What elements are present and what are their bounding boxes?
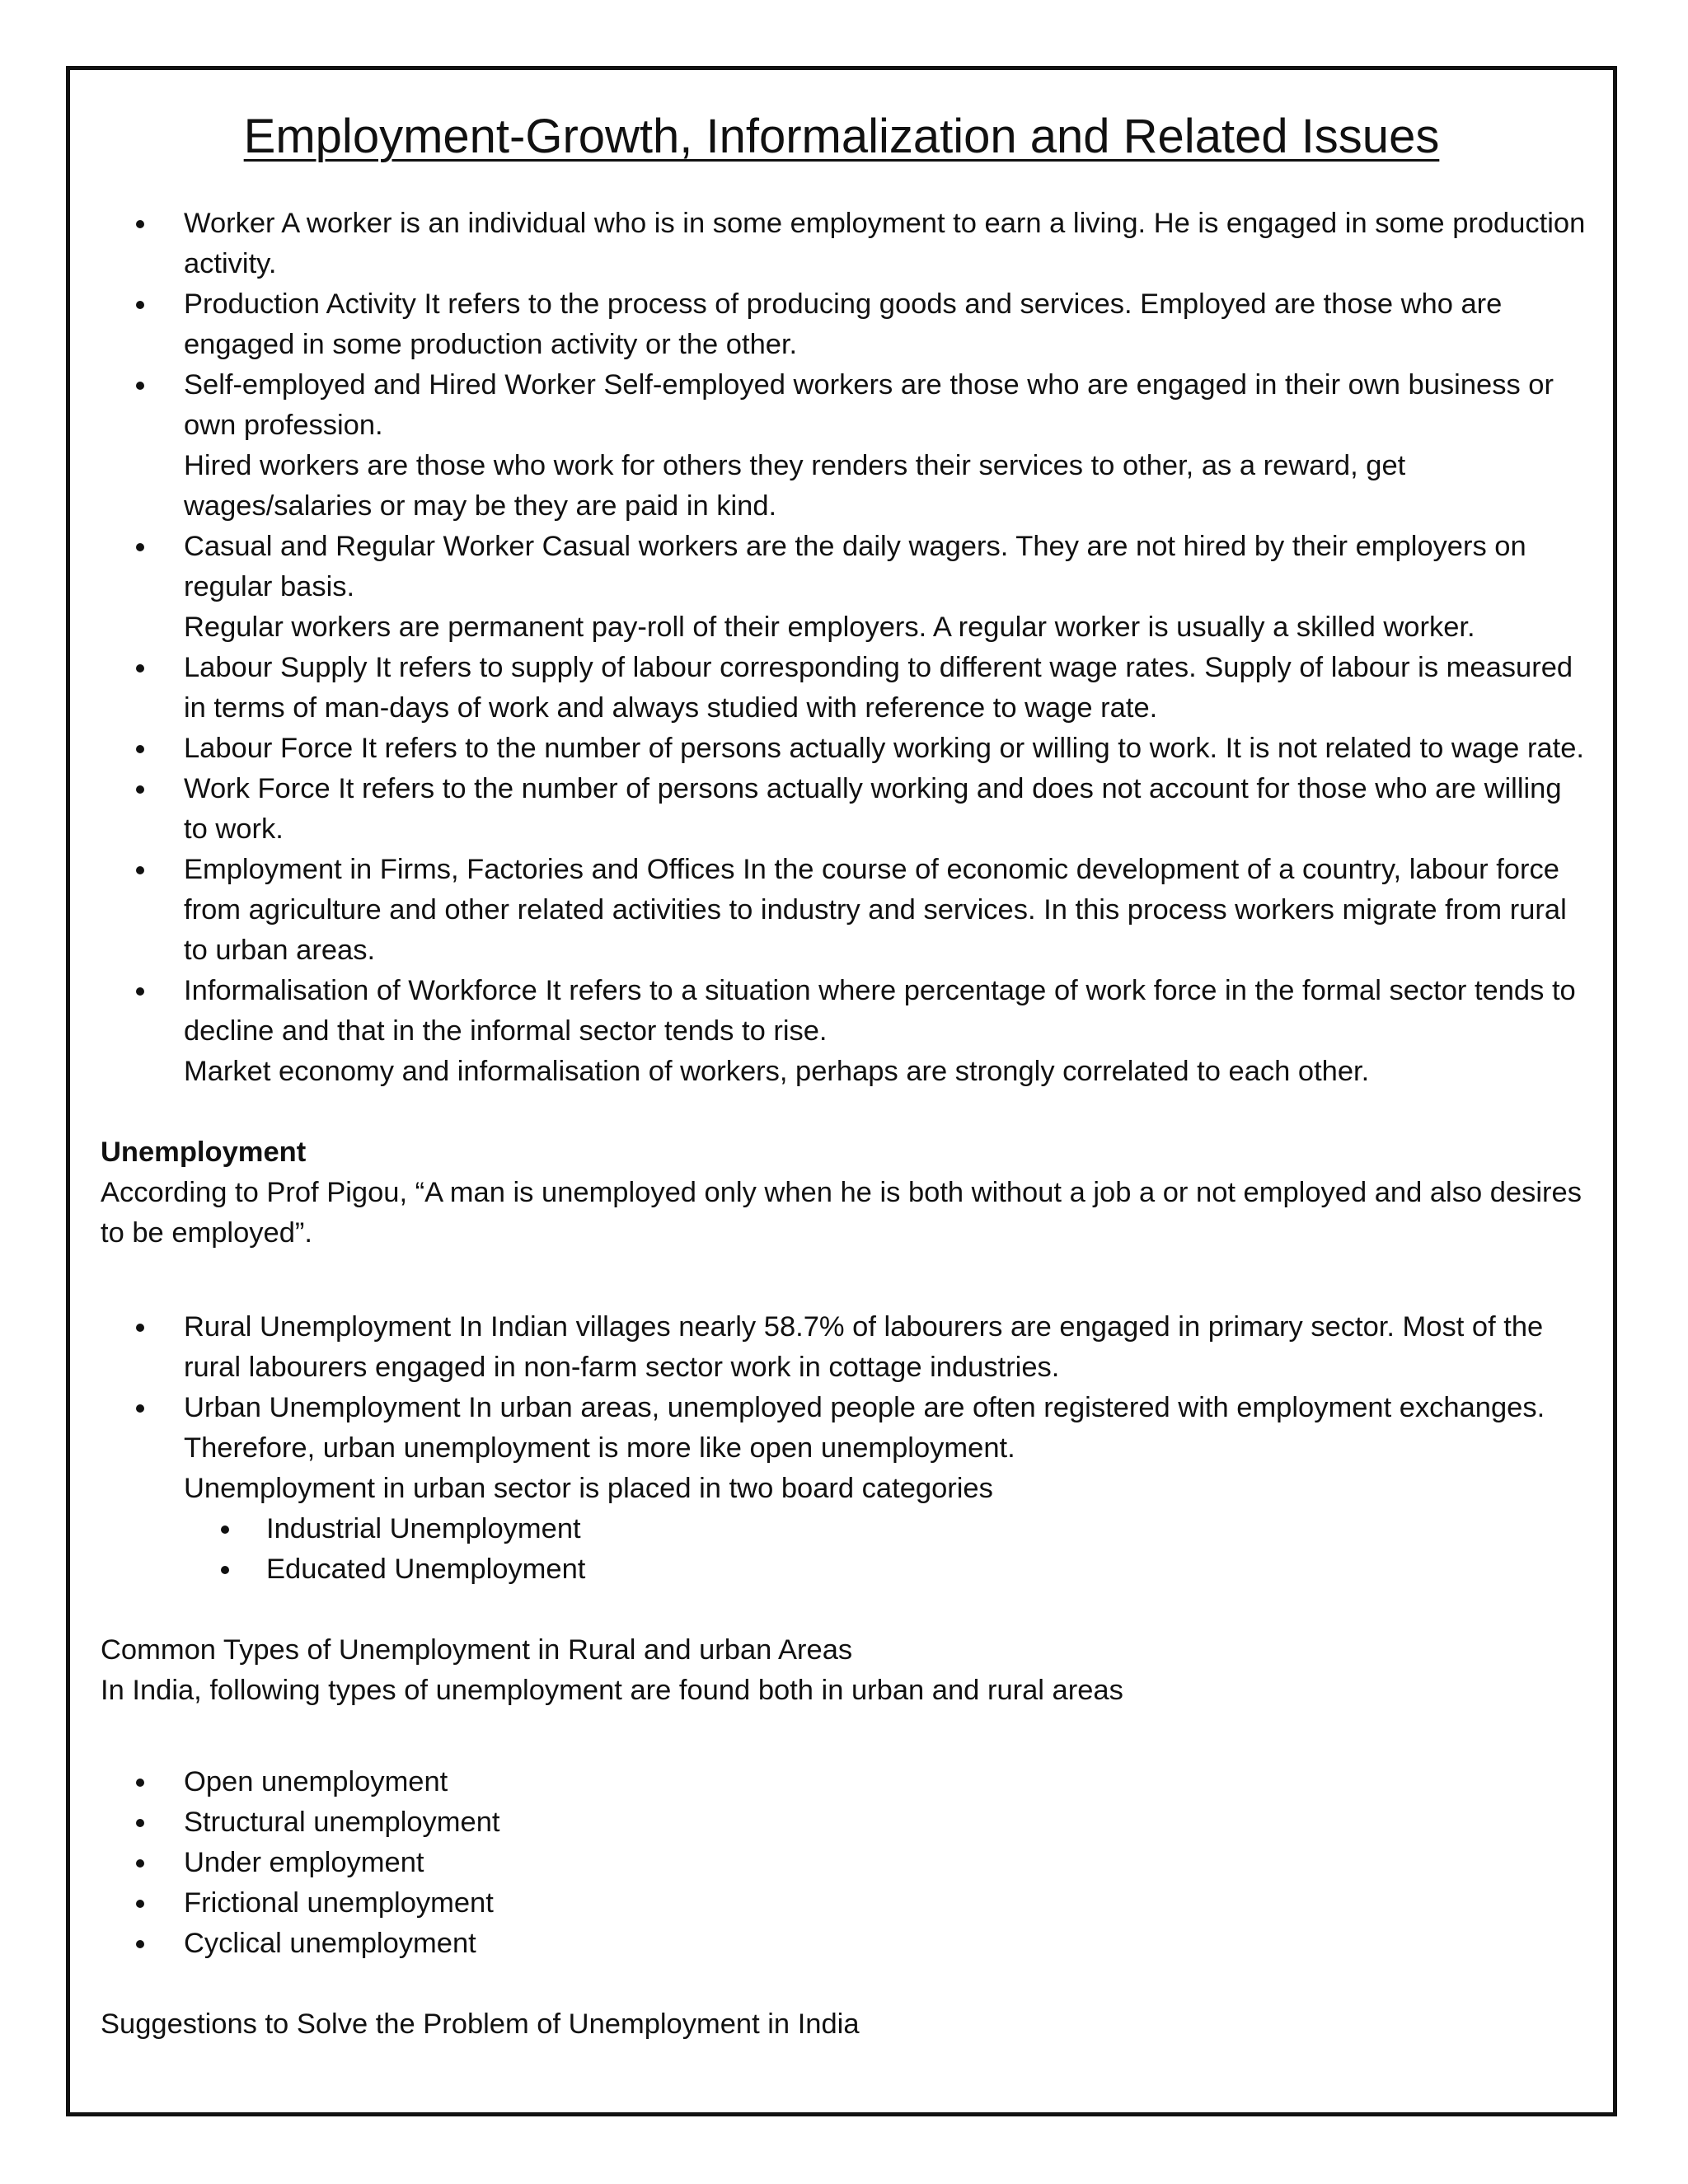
definition-labour-supply: Labour Supply It refers to supply of labour corresponding to different wage rates. Supply of labour is measured in terms of man-days of work and always studied with reference to wage rate. — [101, 648, 1592, 729]
definition-casual-regular: Casual and Regular Worker Casual workers are the daily wagers. They are not hired by their employers on regular basis. Regular workers are permanent pay-roll of their employers. A regular worker is usually a skilled worker. — [101, 527, 1592, 648]
definition-informalisation: Informalisation of Workforce It refers to a situation where percentage of work force in the formal sector tends to decline and that in the informal sector tends to rise. Market economy and informalisation of workers, perhaps are strongly correlated to each other. — [101, 971, 1592, 1092]
pigou-definition: According to Prof Pigou, “A man is unemployed only when he is both without a job a or not employed and also desires to be employed”. — [101, 1177, 1582, 1249]
rural-unemployment-item: Rural Unemployment In Indian villages nearly 58.7% of labourers are engaged in primary sector. Most of the rural labourers engaged in non-farm sector work in cottage industries. — [101, 1307, 1592, 1388]
unemployment-list — [101, 1307, 1592, 1509]
definition-employment-firms: Employment in Firms, Factories and Offices In the course of economic development of a country, labour force from agriculture and other related activities to industry and services. In this process workers migrate from rural to urban areas. — [101, 850, 1592, 971]
list-item: Open unemployment — [101, 1762, 1592, 1802]
urban-categories-list — [101, 1509, 1592, 1590]
list-item: Structural unemployment — [101, 1802, 1592, 1843]
definition-self-employed-hired: Self-employed and Hired Worker Self-employed workers are those who are engaged in their own business or own profession. Hired workers are those who work for others they renders their services to other, as a reward, get wages/salaries or may be they are paid in kind. — [101, 365, 1592, 527]
suggestions-heading: Suggestions to Solve the Problem of Unemployment in India — [101, 2008, 860, 2040]
definition-worker: Worker A worker is an individual who is in some employment to earn a living. He is engaged in some production activity. — [101, 204, 1592, 284]
list-item: Frictional unemployment — [101, 1883, 1592, 1924]
common-types-heading: Common Types of Unemployment in Rural and urban Areas — [101, 1634, 853, 1666]
unemployment-heading: Unemployment — [101, 1137, 307, 1168]
list-item: Educated Unemployment — [101, 1549, 1592, 1590]
common-types-intro: In India, following types of unemployment are found both in urban and rural areas — [101, 1675, 1123, 1706]
document-body — [101, 204, 1592, 2045]
list-item: Industrial Unemployment — [101, 1509, 1592, 1549]
urban-unemployment-item: Urban Unemployment In urban areas, unemployed people are often registered with employment exchanges. Therefore, urban unemployment is more like open unemployment. Unemployment in urban sector is placed in two board categories — [101, 1388, 1592, 1509]
definition-work-force: Work Force It refers to the number of persons actually working and does not account for those who are willing to work. — [101, 769, 1592, 850]
definition-production-activity: Production Activity It refers to the process of producing goods and services. Employed are those who are engaged in some production activity or the other. — [101, 284, 1592, 365]
definitions-list — [101, 204, 1592, 1092]
definition-labour-force: Labour Force It refers to the number of persons actually working or willing to work. It is not related to wage rate. — [101, 729, 1592, 769]
list-item: Cyclical unemployment — [101, 1924, 1592, 1964]
unemployment-types-list — [101, 1762, 1592, 1964]
document-title: Employment-Growth, Informalization and Related Issues — [243, 110, 1440, 163]
page-border — [66, 66, 1617, 2116]
list-item: Under employment — [101, 1843, 1592, 1883]
